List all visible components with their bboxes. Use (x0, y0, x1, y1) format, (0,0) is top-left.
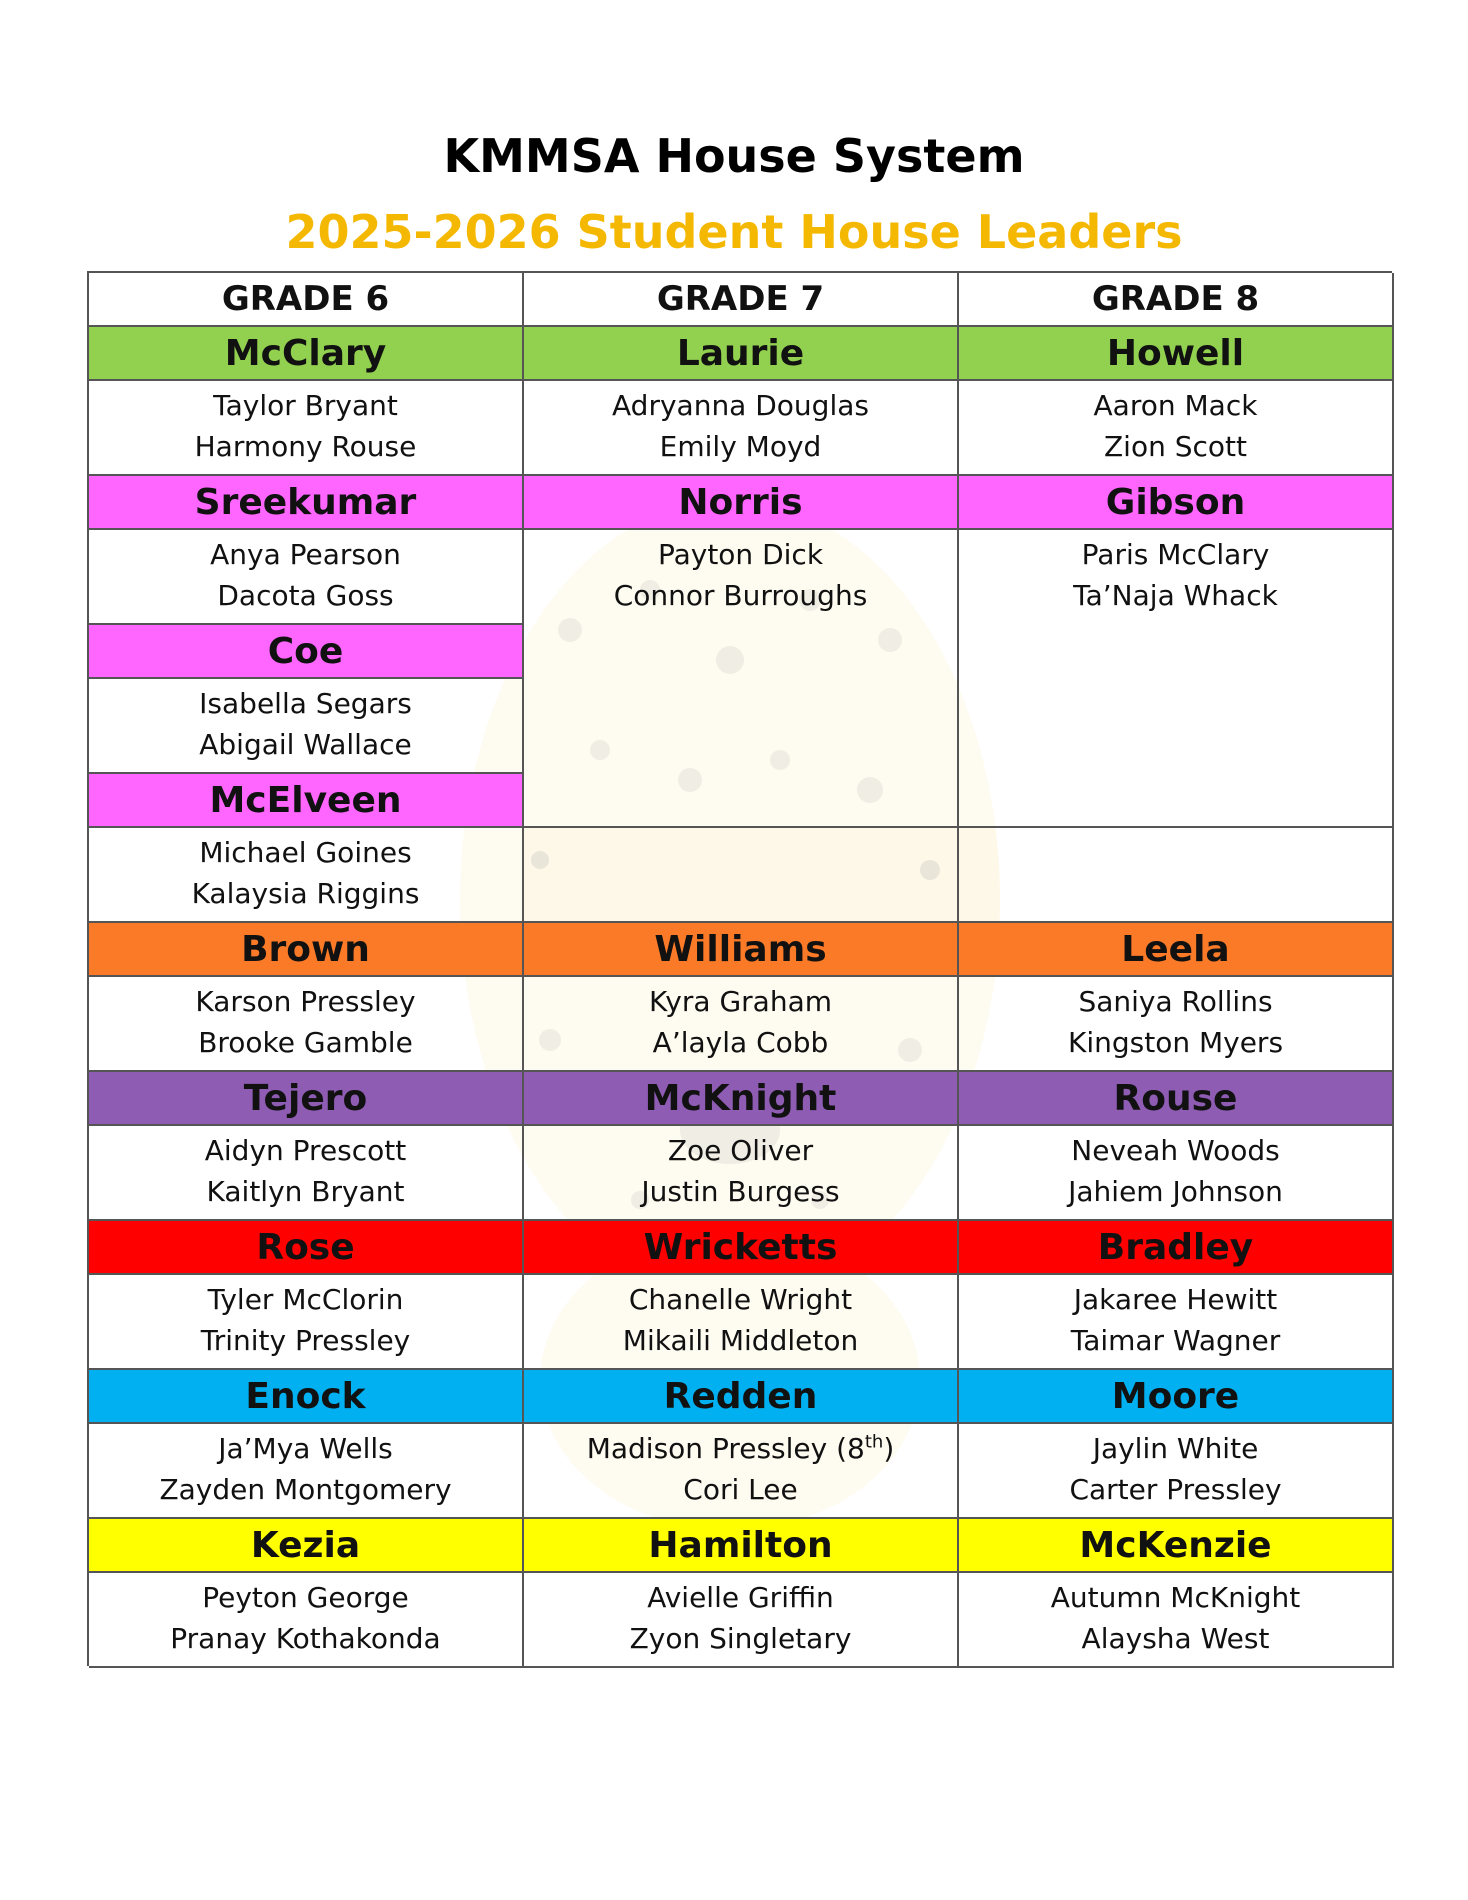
leader-name: Ta’Naja Whack (1073, 579, 1278, 612)
page-subtitle: 2025-2026 Student House Leaders (285, 205, 1183, 259)
leader-name: Aidyn Prescott (204, 1134, 407, 1167)
leader-name: Dacota Goss (217, 579, 394, 612)
leader-name: Neveah Woods (1071, 1134, 1280, 1167)
leader-name: Kaitlyn Bryant (206, 1175, 405, 1208)
house-leaders-mcknight (524, 1126, 959, 1221)
leader-name: Avielle Griffin (647, 1581, 834, 1614)
house-leaders-brown (89, 977, 524, 1072)
leader-name: Adryanna Douglas (612, 389, 869, 422)
leader-name: Saniya Rollins (1078, 985, 1273, 1018)
leader-name: Jahiem Johnson (1068, 1175, 1283, 1208)
house-header-leela: Leela (959, 923, 1394, 977)
house-header-mckenzie: McKenzie (959, 1519, 1394, 1573)
empty-cell (524, 828, 959, 923)
leader-name: Abigail Wallace (199, 728, 412, 761)
leader-name: Isabella Segars (199, 687, 412, 720)
house-header-mcclary: McClary (89, 327, 524, 381)
house-header-norris: Norris (524, 476, 959, 530)
note-close: ) (883, 1432, 895, 1465)
house-header-kezia: Kezia (89, 1519, 524, 1573)
house-header-moore: Moore (959, 1370, 1394, 1424)
house-leaders-howell (959, 381, 1394, 476)
leader-name: Taylor Bryant (213, 389, 398, 422)
leader-name: Zion Scott (1104, 430, 1247, 463)
leader-name: Jaylin White (1092, 1432, 1259, 1465)
leader-name: Ja’Mya Wells (218, 1432, 393, 1465)
leader-name: Kyra Graham (648, 985, 832, 1018)
leader-name: A’layla Cobb (652, 1026, 829, 1059)
house-leaders-rose (89, 1275, 524, 1370)
house-leaders-redden (524, 1424, 959, 1519)
leader-name: Alaysha West (1081, 1622, 1270, 1655)
leader-name: Connor Burroughs (613, 579, 868, 612)
leader-name: Cori Lee (683, 1473, 798, 1506)
house-header-coe: Coe (89, 625, 524, 679)
leader-name: Zayden Montgomery (159, 1473, 452, 1506)
house-header-brown: Brown (89, 923, 524, 977)
house-header-mcknight: McKnight (524, 1072, 959, 1126)
leader-name: Carter Pressley (1069, 1473, 1282, 1506)
leader-name: Jakaree Hewitt (1073, 1283, 1278, 1316)
house-leaders-bradley (959, 1275, 1394, 1370)
house-header-hamilton: Hamilton (524, 1519, 959, 1573)
leader-name: Chanelle Wright (628, 1283, 853, 1316)
page-title: KMMSA House System (443, 129, 1025, 183)
house-leaders-gibson (959, 530, 1394, 828)
empty-cell (959, 828, 1394, 923)
leader-name: Tyler McClorin (207, 1283, 404, 1316)
leader-name: Michael Goines (199, 836, 412, 869)
house-leaders-rouse (959, 1126, 1394, 1221)
grade-header-6: GRADE 6 (89, 273, 524, 327)
leader-name: Zyon Singletary (629, 1622, 852, 1655)
house-leaders-tejero (89, 1126, 524, 1221)
house-header-wricketts: Wricketts (524, 1221, 959, 1275)
grade-superscript: th (864, 1431, 884, 1453)
leader-name: Justin Burgess (641, 1175, 840, 1208)
house-leaders-mcelveen (89, 828, 524, 923)
house-header-howell: Howell (959, 327, 1394, 381)
house-leaders-hamilton (524, 1573, 959, 1668)
house-leaders-kezia (89, 1573, 524, 1668)
leader-name: Harmony Rouse (194, 430, 417, 463)
leader-name: Pranay Kothakonda (170, 1622, 441, 1655)
leader-name: Kalaysia Riggins (191, 877, 420, 910)
leader-name: Trinity Pressley (200, 1324, 411, 1357)
grade-header-7: GRADE 7 (524, 273, 959, 327)
leader-name: Brooke Gamble (198, 1026, 413, 1059)
leader-name: Payton Dick (657, 538, 824, 571)
house-leaders-leela (959, 977, 1394, 1072)
leader-name: Zoe Oliver (667, 1134, 814, 1167)
grade-header-8: GRADE 8 (959, 273, 1394, 327)
leader-name: Karson Pressley (195, 985, 416, 1018)
leader-name: Paris McClary (1081, 538, 1270, 571)
leader-name: Madison Pressley (8 (586, 1432, 865, 1465)
house-header-rouse: Rouse (959, 1072, 1394, 1126)
house-header-rose: Rose (89, 1221, 524, 1275)
house-leaders-table (87, 271, 1392, 1666)
house-leaders-mcclary (89, 381, 524, 476)
house-header-williams: Williams (524, 923, 959, 977)
house-header-mcelveen: McElveen (89, 774, 524, 828)
leader-name: Taimar Wagner (1070, 1324, 1281, 1357)
house-leaders-mckenzie (959, 1573, 1394, 1668)
leader-name: Anya Pearson (210, 538, 401, 571)
house-leaders-sreekumar (89, 530, 524, 625)
leader-name: Autumn McKnight (1050, 1581, 1301, 1614)
house-leaders-laurie (524, 381, 959, 476)
house-leaders-coe (89, 679, 524, 774)
leader-name: Mikaili Middleton (622, 1324, 859, 1357)
house-leaders-williams (524, 977, 959, 1072)
leader-name: Peyton George (202, 1581, 409, 1614)
leader-name: Kingston Myers (1067, 1026, 1284, 1059)
house-leaders-wricketts (524, 1275, 959, 1370)
house-leaders-enock (89, 1424, 524, 1519)
house-header-tejero: Tejero (89, 1072, 524, 1126)
leader-name-with-note (587, 1428, 895, 1469)
house-header-sreekumar: Sreekumar (89, 476, 524, 530)
house-header-gibson: Gibson (959, 476, 1394, 530)
house-header-bradley: Bradley (959, 1221, 1394, 1275)
house-header-redden: Redden (524, 1370, 959, 1424)
house-header-laurie: Laurie (524, 327, 959, 381)
leader-name: Emily Moyd (659, 430, 822, 463)
house-header-enock: Enock (89, 1370, 524, 1424)
house-leaders-norris (524, 530, 959, 828)
leader-name: Aaron Mack (1093, 389, 1258, 422)
house-leaders-moore (959, 1424, 1394, 1519)
